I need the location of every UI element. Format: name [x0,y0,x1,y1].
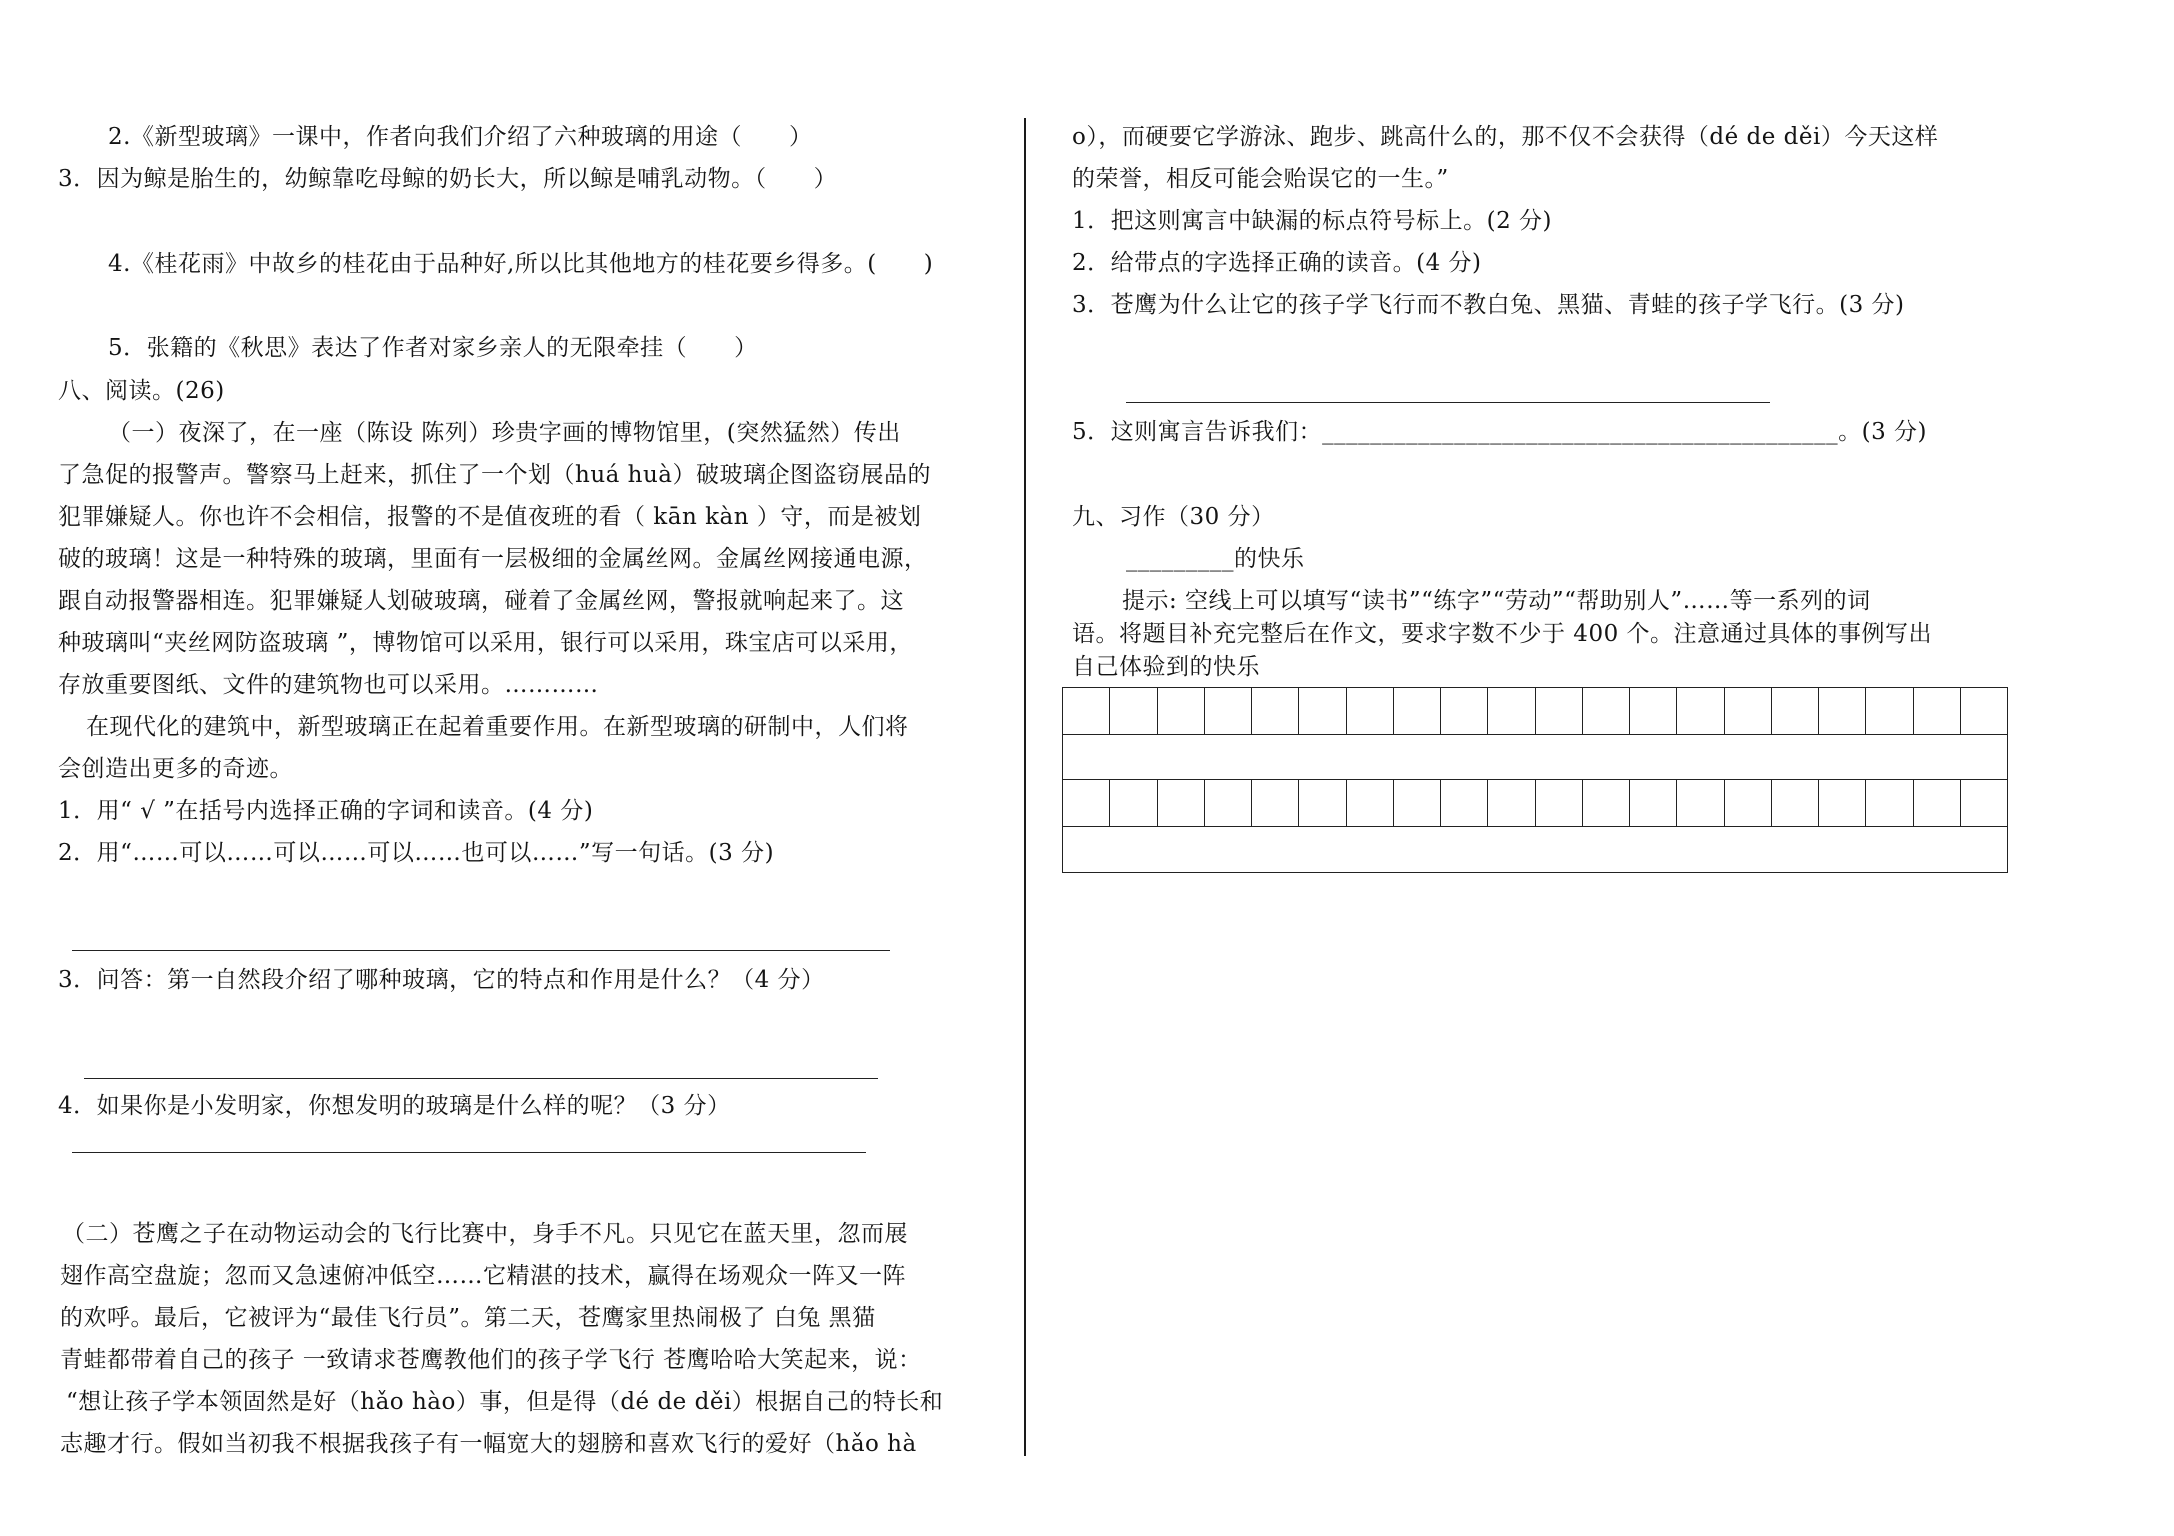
grid-row-blank [1063,827,2007,872]
passage-1-line: 跟自动报警器相连。犯罪嫌疑人划破玻璃，碰着了金属丝网，警报就响起来了。这 [58,588,904,614]
passage-1-line: 了急促的报警声。警察马上赶来，抓住了一个划（huá huà）破玻璃企图盗窃展品的 [58,462,931,488]
grid-cell[interactable] [1347,780,1394,826]
grid-cell[interactable] [1063,780,1110,826]
grid-cell[interactable] [1252,780,1299,826]
passage-3-continued: o），而硬要它学游泳、跑步、跳高什么的，那不仅不会获得（dé de děi）今天这样 [1072,124,1939,150]
essay-hint-line: 提示: 空线上可以填写“读书”“练字”“劳动”“帮助别人”……等一系列的词 [1122,588,1871,614]
grid-cell[interactable] [1772,780,1819,826]
grid-cell[interactable] [1819,688,1866,734]
grid-cell[interactable] [1677,780,1724,826]
grid-cell[interactable] [1394,780,1441,826]
passage-3-line: 的欢呼。最后，它被评为“最佳飞行员”。第二天，苍鹰家里热闹极了 白兔 黑猫 [60,1305,876,1331]
grid-row [1063,688,2007,735]
reading-question-4: 4．如果你是小发明家，你想发明的玻璃是什么样的呢？（3 分） [58,1093,731,1119]
grid-cell[interactable] [1252,688,1299,734]
passage-3-continued: 的荣誉，相反可能会贻误它的一生。” [1072,166,1449,192]
grid-cell[interactable] [1299,780,1346,826]
grid-cell[interactable] [1725,780,1772,826]
section-9-heading: 九、习作（30 分） [1072,504,1275,530]
answer-line[interactable] [1126,402,1770,403]
grid-cell[interactable] [1205,688,1252,734]
grid-cell[interactable] [1488,688,1535,734]
true-false-item-4: 4.《桂花雨》中故乡的桂花由于品种好,所以比其他地方的桂花要乡得多。( ) [108,251,934,277]
grid-cell[interactable] [1866,688,1913,734]
grid-cell[interactable] [1158,780,1205,826]
grid-cell[interactable] [1347,688,1394,734]
grid-cell[interactable] [1819,780,1866,826]
grid-cell[interactable] [1725,688,1772,734]
grid-cell[interactable] [1630,688,1677,734]
grid-cell[interactable] [1063,688,1110,734]
column-divider [1024,118,1026,1456]
grid-cell[interactable] [1961,780,2007,826]
fable-question-2: 2．给带点的字选择正确的读音。(4 分) [1072,250,1482,276]
grid-cell[interactable] [1205,780,1252,826]
passage-1-line: （一）夜深了，在一座（陈设 陈列）珍贵字画的博物馆里，(突然猛然）传出 [108,420,901,446]
essay-hint-line: 自己体验到的快乐 [1072,654,1260,680]
true-false-item-3: 3．因为鲸是胎生的，幼鲸靠吃母鲸的奶长大，所以鲸是哺乳动物。（ ） [58,166,838,192]
answer-line[interactable] [72,950,890,951]
grid-cell[interactable] [1677,688,1724,734]
answer-line[interactable] [84,1078,878,1079]
grid-cell[interactable] [1488,780,1535,826]
grid-cell[interactable] [1394,688,1441,734]
passage-3-line: 青蛙都带着自己的孩子 一致请求苍鹰教他们的孩子学飞行 苍鹰哈哈大笑起来，说： [60,1347,922,1373]
grid-cell[interactable] [1772,688,1819,734]
reading-question-3: 3．问答：第一自然段介绍了哪种玻璃，它的特点和作用是什么？（4 分） [58,967,825,993]
fable-question-1: 1．把这则寓言中缺漏的标点符号标上。(2 分) [1072,208,1553,234]
grid-cell[interactable] [1866,780,1913,826]
grid-cell[interactable] [1961,688,2007,734]
reading-question-1: 1．用“ √ ”在括号内选择正确的字词和读音。(4 分) [58,798,594,824]
answer-line[interactable] [72,1152,866,1153]
essay-hint-line: 语。将题目补充完整后在作文，要求字数不少于 400 个。注意通过具体的事例写出 [1072,621,1933,647]
grid-cell[interactable] [1110,688,1157,734]
grid-cell[interactable] [1583,780,1630,826]
grid-row [1063,780,2007,827]
grid-row-blank [1063,735,2007,780]
section-8-heading: 八、阅读。(26) [58,378,225,404]
grid-cell[interactable] [1536,688,1583,734]
grid-cell[interactable] [1441,780,1488,826]
passage-1-line: 存放重要图纸、文件的建筑物也可以采用。………… [58,672,599,698]
grid-cell[interactable] [1914,780,1961,826]
grid-cell[interactable] [1158,688,1205,734]
passage-1-line: 种玻璃叫“夹丝网防盗玻璃 ”，博物馆可以采用，银行可以采用，珠宝店可以采用， [58,630,913,656]
fable-question-5: 5．这则寓言告诉我们：___________________________________________。(3 分) [1072,419,1928,445]
passage-1-line: 犯罪嫌疑人。你也许不会相信，报警的不是值夜班的看（ kān kàn ）守，而是被划 [58,504,922,530]
passage-3-line: “想让孩子学本领固然是好（hǎo hào）事，但是得（dé de děi）根据自己的特长和 [66,1389,944,1415]
grid-cell[interactable] [1441,688,1488,734]
passage-3-line: （二）苍鹰之子在动物运动会的飞行比赛中，身手不凡。只见它在蓝天里，忽而展 [62,1221,908,1247]
grid-cell[interactable] [1583,688,1630,734]
passage-3-line: 翅作高空盘旋；忽而又急速俯冲低空……它精湛的技术，赢得在场观众一阵又一阵 [60,1263,906,1289]
true-false-item-2: 2.《新型玻璃》一课中，作者向我们介绍了六种玻璃的用途（ ） [108,124,813,150]
grid-cell[interactable] [1914,688,1961,734]
grid-cell[interactable] [1630,780,1677,826]
passage-2-line: 会创造出更多的奇迹。 [58,756,293,782]
true-false-item-5: 5．张籍的《秋思》表达了作者对家乡亲人的无限牵挂（ ） [108,335,758,361]
grid-cell[interactable] [1536,780,1583,826]
passage-3-line: 志趣才行。假如当初我不根据我孩子有一幅宽大的翅膀和喜欢飞行的爱好（hǎo hà [60,1431,917,1457]
fable-question-3: 3．苍鹰为什么让它的孩子学飞行而不教白兔、黑猫、青蛙的孩子学飞行。(3 分) [1072,292,1905,318]
grid-cell[interactable] [1299,688,1346,734]
writing-grid[interactable] [1062,687,2008,873]
passage-2-line: 在现代化的建筑中，新型玻璃正在起着重要作用。在新型玻璃的研制中，人们将 [86,714,909,740]
passage-1-line: 破的玻璃！这是一种特殊的玻璃，里面有一层极细的金属丝网。金属丝网接通电源， [58,546,928,572]
grid-cell[interactable] [1110,780,1157,826]
essay-title: _________的快乐 [1126,546,1305,572]
reading-question-2: 2．用“……可以……可以……可以……也可以……”写一句话。(3 分) [58,840,775,866]
